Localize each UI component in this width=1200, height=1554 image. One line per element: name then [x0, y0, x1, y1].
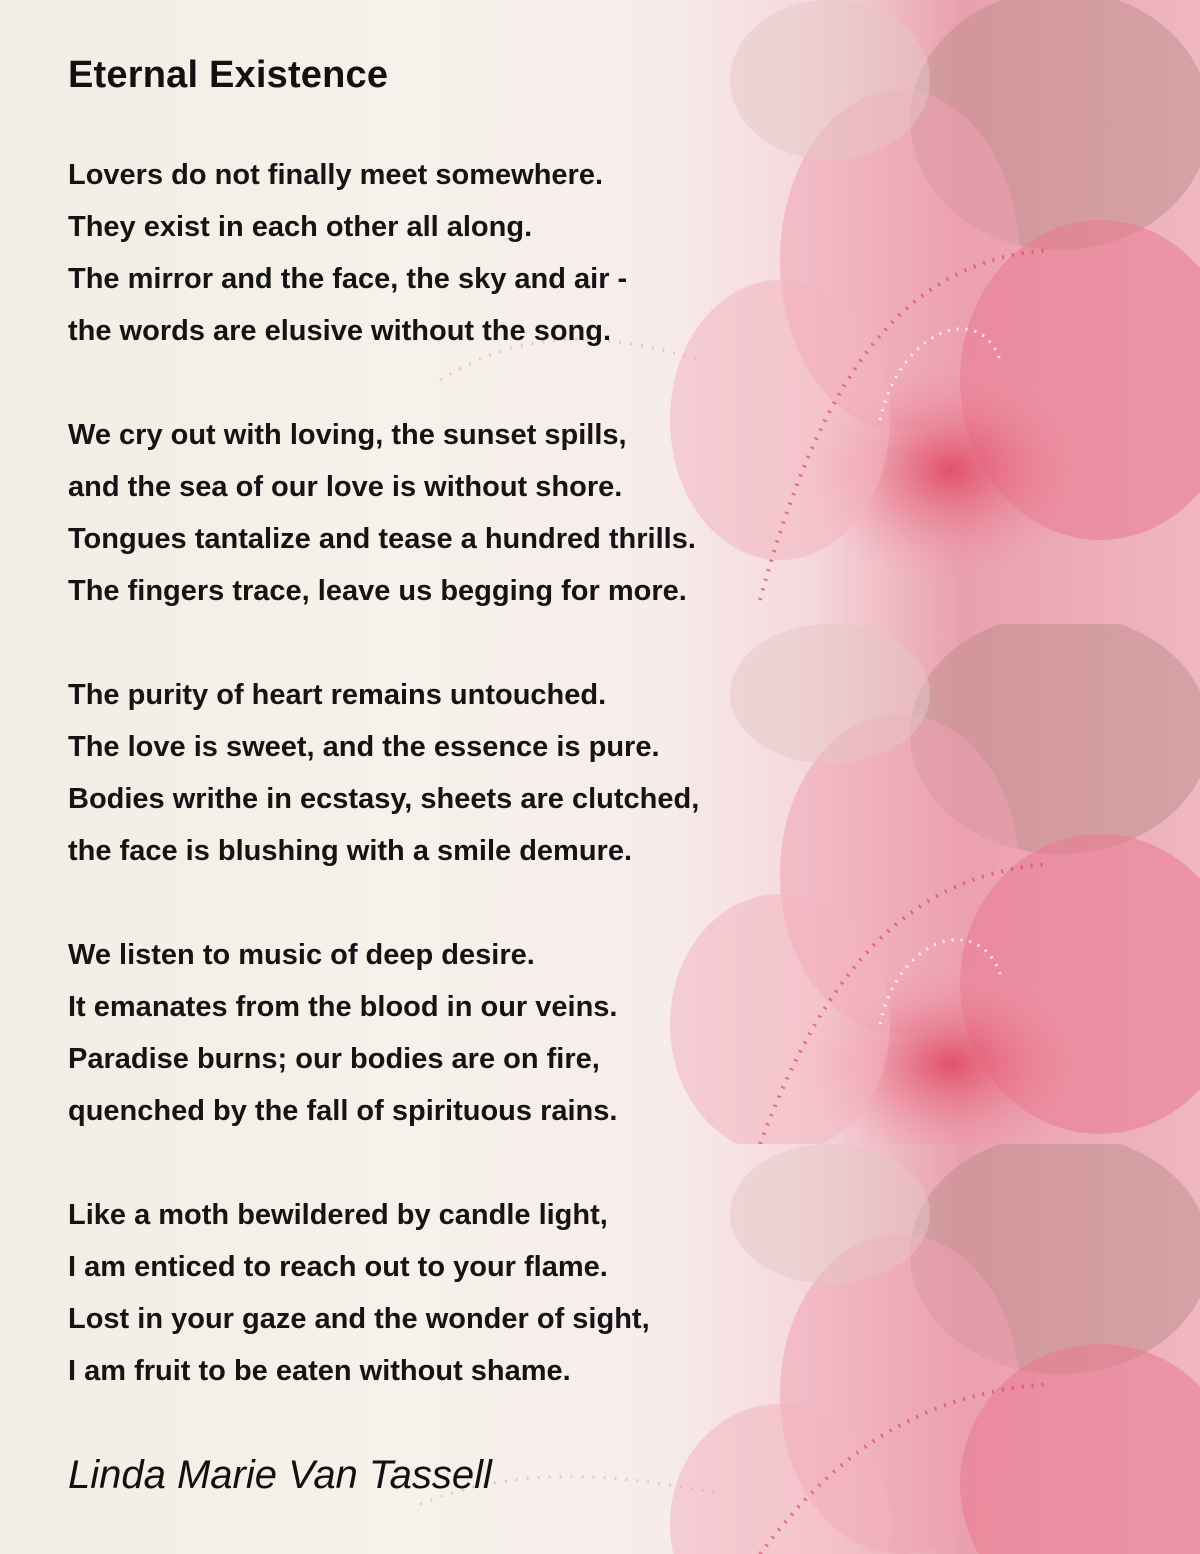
poem-line: Bodies writhe in ecstasy, sheets are clutched,: [68, 783, 700, 815]
poem-line: The fingers trace, leave us begging for more.: [68, 575, 687, 607]
poem-line: I am enticed to reach out to your flame.: [68, 1251, 608, 1283]
poem-line: They exist in each other all along.: [68, 211, 533, 243]
poem-line: The love is sweet, and the essence is pure.: [68, 731, 660, 763]
poem-line: We cry out with loving, the sunset spills,: [68, 419, 627, 451]
poem-line: I am fruit to be eaten without shame.: [68, 1355, 571, 1387]
stanza: [68, 149, 627, 357]
stanza: [68, 669, 699, 877]
poem-line: Paradise burns; our bodies are on fire,: [68, 1043, 600, 1075]
poem-line: It emanates from the blood in our veins.: [68, 991, 618, 1023]
poem-line: Tongues tantalize and tease a hundred thrills.: [68, 523, 696, 555]
poem-author: Linda Marie Van Tassell: [68, 1453, 492, 1497]
poem-title: Eternal Existence: [68, 54, 389, 96]
poem-line: and the sea of our love is without shore.: [68, 471, 623, 503]
stanza: [68, 1189, 650, 1397]
poem-line: Like a moth bewildered by candle light,: [68, 1199, 608, 1231]
poem-line: Lost in your gaze and the wonder of sight,: [68, 1303, 650, 1335]
poem-line: the face is blushing with a smile demure.: [68, 835, 633, 867]
stanza: [68, 929, 617, 1137]
poem-line: Lovers do not finally meet somewhere.: [68, 159, 604, 191]
poem-line: quenched by the fall of spirituous rains.: [68, 1095, 618, 1127]
poem-line: The purity of heart remains untouched.: [68, 679, 607, 711]
poem-line: We listen to music of deep desire.: [68, 939, 535, 971]
poem-line: the words are elusive without the song.: [68, 315, 612, 347]
stanza: [68, 409, 696, 617]
poem-line: The mirror and the face, the sky and air -: [68, 263, 628, 295]
